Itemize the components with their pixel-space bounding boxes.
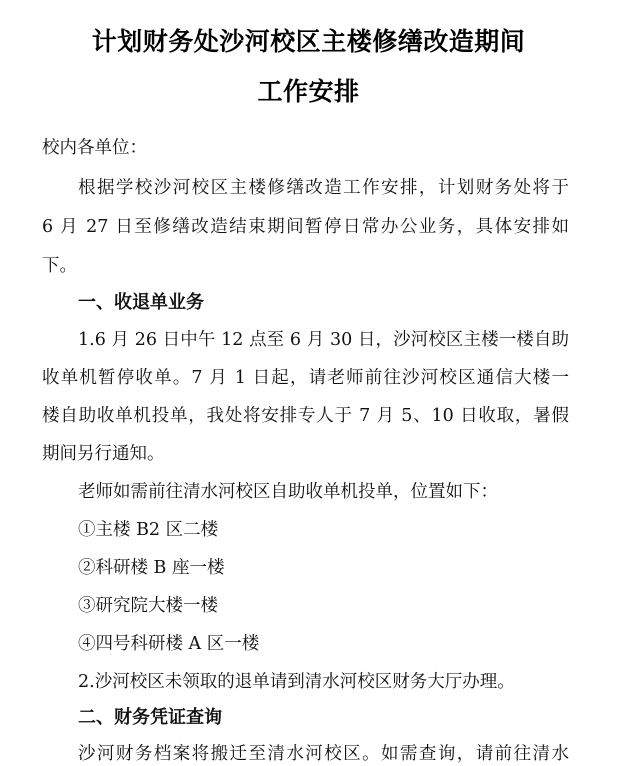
location-item: ④四号科研楼 A 区一楼	[78, 634, 260, 654]
intro-line-1: 根据学校沙河校区主楼修缮改造工作安排，计划财务处将于	[78, 178, 569, 198]
section1-item1-line-4: 期间另行通知。	[42, 444, 165, 464]
location-intro: 老师如需前往清水河校区自助收单机投单，位置如下：	[78, 482, 498, 502]
location-item: ①主楼 B2 区二楼	[78, 520, 219, 540]
salutation: 校内各单位：	[42, 138, 147, 158]
section1-item1-line-3: 楼自助收单机投单，我处将安排专人于 7 月 5、10 日收取，暑假	[42, 406, 569, 426]
section1-item1-line-2: 收单机暂停收单。7 月 1 日起，请老师前往沙河校区通信大楼一	[42, 368, 569, 388]
document-title-line1: 计划财务处沙河校区主楼修缮改造期间	[91, 27, 526, 56]
document-title-line2: 工作安排	[257, 77, 360, 106]
section2-heading: 二、财务凭证查询	[78, 707, 222, 728]
location-item: ②科研楼 B 座一楼	[78, 558, 225, 578]
intro-line-3: 下。	[42, 256, 77, 276]
location-item: ③研究院大楼一楼	[78, 596, 218, 616]
intro-line-2: 6 月 27 日至修缮改造结束期间暂停日常办公业务，具体安排如	[42, 217, 569, 237]
section1-item2: 2.沙河校区未领取的退单请到清水河校区财务大厅办理。	[78, 672, 515, 692]
section1-heading: 一、收退单业务	[78, 292, 204, 313]
section2-text: 沙河财务档案将搬迁至清水河校区。如需查询，请前往清水	[78, 744, 569, 764]
section1-item1-line-1: 1.6 月 26 日中午 12 点至 6 月 30 日，沙河校区主楼一楼自助	[78, 330, 569, 350]
